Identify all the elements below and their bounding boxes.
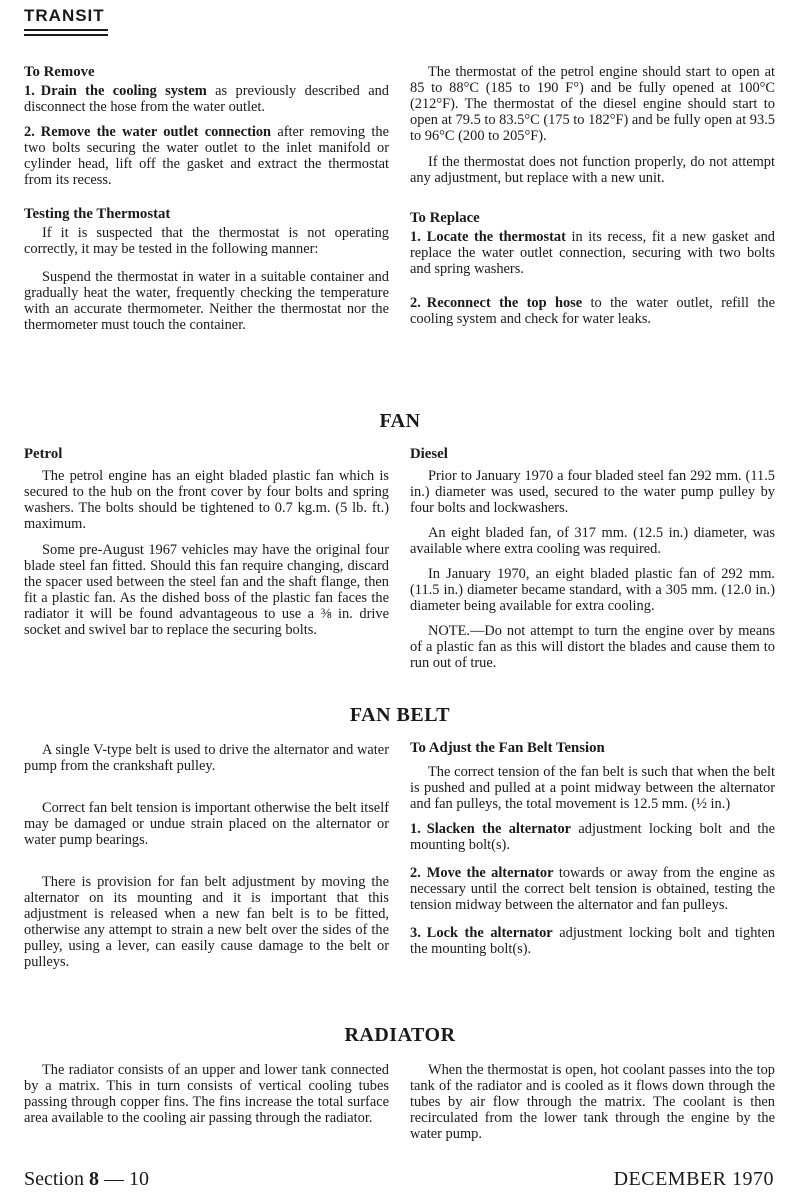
step-number: 2. (410, 865, 421, 881)
step-bold: Drain the cooling system (40, 83, 207, 99)
step-bold: Slacken the alternator (426, 821, 572, 837)
header-rule-top (24, 29, 108, 31)
replace-step-2 (410, 295, 775, 327)
diesel-heading: Diesel (410, 446, 448, 462)
petrol-heading: Petrol (24, 446, 63, 462)
step-number: 2. (410, 295, 421, 311)
petrol-paragraph-2: Some pre-August 1967 vehicles may have the original four blade steel fan fitted. Should this fan require changing, discard the spacer used between the steel fan and the shaft flange, then fit a plastic fan. As the dished boss of the plastic fan faces the radiator it will be found advantageous to use a ⅜ in. drive socket and swivel bar to replace the securing bolts. (24, 542, 389, 638)
step-number: 1. (410, 229, 421, 245)
page-header (24, 6, 108, 36)
fan-diesel-column (410, 446, 775, 680)
radiator-left-column (24, 1062, 389, 1135)
footer-section-label (24, 1168, 149, 1191)
diesel-paragraph-2: An eight bladed fan, of 317 mm. (12.5 in.) diameter, was available where extra cooling was required. (410, 525, 775, 557)
step-bold: Lock the alternator (426, 925, 553, 941)
step-bold: Locate the thermostat (426, 229, 566, 245)
diesel-paragraph-1: Prior to January 1970 a four bladed steel fan 292 mm. (11.5 in.) diameter was used, secured to the water pump pulley by four bolts and lockwashers. (410, 468, 775, 516)
remove-step-2 (24, 124, 389, 188)
step-number: 1. (410, 821, 421, 837)
thermostat-replace-note: If the thermostat does not function properly, do not attempt any adjustment, but replace with a new unit. (410, 154, 775, 186)
footer-section-prefix: Section (24, 1168, 89, 1190)
step-text: in its recess, fit a new gasket and replace the water outlet connection, securing with two bolts and spring washers. (410, 229, 775, 277)
fan-belt-paragraph-3: There is provision for fan belt adjustment by moving the alternator on its mounting and it is important that this adjustment is released when a new fan belt is to be fitted, otherwise any attempt to strain a new belt over the sides of the pulley, using a lever, can easily cause damage to the belt or pulleys. (24, 874, 389, 970)
step-number: 1. (24, 83, 35, 99)
fan-belt-section-title: FAN BELT (349, 704, 451, 726)
testing-heading: Testing the Thermostat (24, 206, 171, 222)
footer-date: DECEMBER 1970 (613, 1168, 774, 1190)
footer-section-number: 8 (89, 1168, 99, 1190)
remove-step-1 (24, 83, 389, 115)
diesel-paragraph-3: In January 1970, an eight bladed plastic fan of 292 mm. (11.5 in.) diameter became standard, with a 305 mm. (12.0 in.) diameter being available for extra cooling. (410, 566, 775, 614)
step-text: as previously described and disconnect the hose from the water outlet. (24, 83, 389, 115)
diesel-note: NOTE.—Do not attempt to turn the engine over by means of a plastic fan as this will distort the blades and cause them to run out of true. (410, 623, 775, 671)
step-bold: Remove the water outlet connection (40, 124, 272, 140)
to-replace-heading: To Replace (410, 210, 480, 226)
adjust-tension-heading: To Adjust the Fan Belt Tension (410, 740, 605, 756)
radiator-paragraph-left: The radiator consists of an upper and lower tank connected by a matrix. This in turn consists of vertical cooling tubes passing through copper fins. The fins increase the total surface area available to the cooling air passing through the radiator. (24, 1062, 389, 1126)
to-remove-heading: To Remove (24, 64, 95, 80)
step-number: 2. (24, 124, 35, 140)
replace-step-1 (410, 229, 775, 277)
header-rule-bottom (24, 34, 108, 36)
petrol-paragraph-1: The petrol engine has an eight bladed plastic fan which is secured to the hub on the front cover by four bolts and spring washers. The bolts should be tightened to 0.7 kg.m. (5 lb. ft.) maximum. (24, 468, 389, 532)
radiator-section-title: RADIATOR (344, 1024, 456, 1046)
header-title: TRANSIT (24, 6, 105, 25)
fan-belt-right-column (410, 740, 775, 966)
step-text: adjustment locking bolt and the mounting bolt(s). (410, 821, 775, 853)
adjust-step-3 (410, 925, 775, 957)
fan-section-title: FAN (379, 410, 421, 432)
testing-paragraph-1: If it is suspected that the thermostat is not operating correctly, it may be tested in the following manner: (24, 225, 389, 257)
step-text: towards or away from the engine as necessary until the correct belt tension is obtained, testing the tension midway between the alternator and fan pulleys. (410, 865, 775, 913)
fan-petrol-column (24, 446, 389, 647)
step-text: to the water outlet, refill the cooling system and check for water leaks. (410, 295, 775, 327)
radiator-paragraph-right: When the thermostat is open, hot coolant passes into the top tank of the radiator and is cooled as it flows down through the tubes by air flow through the matrix. The coolant is then recirculated from the lower tank through the engine by the water pump. (410, 1062, 775, 1142)
testing-paragraph-2: Suspend the thermostat in water in a suitable container and gradually heat the water, frequently checking the temperature with an accurate thermometer. Neither the thermostat nor the thermometer must touch the container. (24, 269, 389, 333)
step-number: 3. (410, 925, 421, 941)
step-text: adjustment locking bolt and tighten the mounting bolt(s). (410, 925, 775, 957)
step-bold: Move the alternator (426, 865, 554, 881)
fan-belt-left-column (24, 742, 389, 979)
thermostat-temps-paragraph: The thermostat of the petrol engine should start to open at 85 to 88°C (185 to 190 F°) and be fully opened at 100°C (212°F). The thermostat of the diesel engine should start to open at 79.5 to 83.5°C (175 to 182°F) and be fully open at 93.5 to 96°C (200 to 205°F). (410, 64, 775, 144)
thermostat-left-column (24, 64, 389, 342)
radiator-right-column (410, 1062, 775, 1151)
footer-page-number: — 10 (99, 1168, 149, 1190)
thermostat-right-column (410, 64, 775, 336)
adjust-step-2 (410, 865, 775, 913)
fan-belt-paragraph-2: Correct fan belt tension is important otherwise the belt itself may be damaged or undue strain placed on the alternator or water pump bearings. (24, 800, 389, 848)
adjust-step-1 (410, 821, 775, 853)
step-bold: Reconnect the top hose (426, 295, 583, 311)
fan-belt-paragraph-1: A single V-type belt is used to drive the alternator and water pump from the crankshaft pulley. (24, 742, 389, 774)
step-text: after removing the two bolts securing the water outlet to the inlet manifold or cylinder head, lift off the gasket and extract the thermostat from its recess. (24, 124, 389, 188)
adjust-tension-paragraph: The correct tension of the fan belt is such that when the belt is pushed and pulled at a point midway between the alternator and fan pulleys, the total movement is 12.5 mm. (½ in.) (410, 764, 775, 812)
